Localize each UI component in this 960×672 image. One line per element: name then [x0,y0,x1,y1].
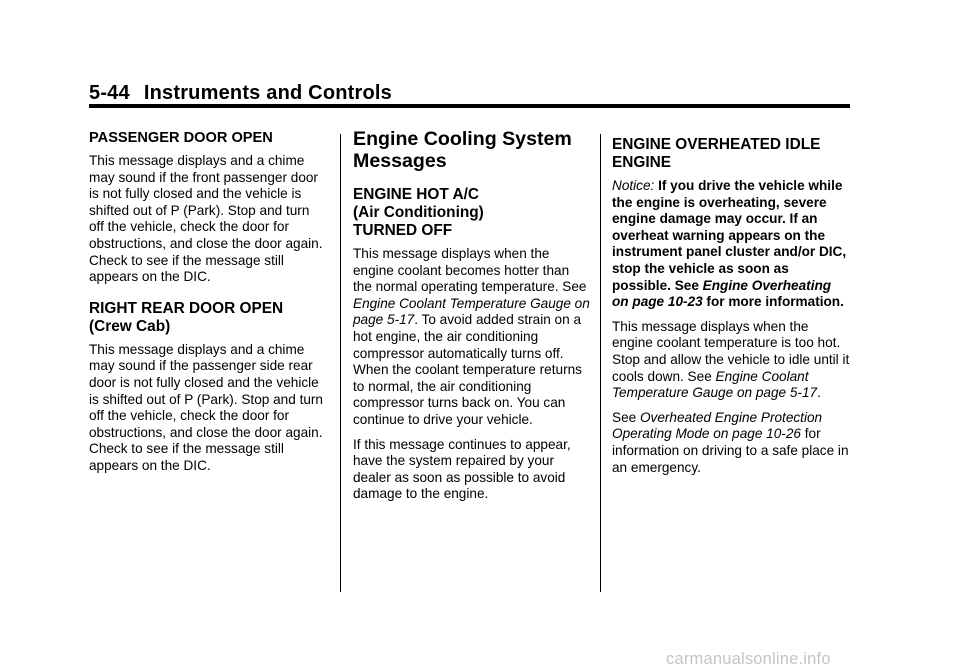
cross-reference-link[interactable]: Engine Coolant Temperature Gauge on page 5-17 [612,368,818,401]
heading-right-rear-door-line1: RIGHT REAR DOOR OPEN [89,299,284,317]
text-run: This message displays when the engine coolant temperature is too hot. Stop and allow the vehicle to idle until it cools down. See [612,318,850,384]
section-heading-line1: Engine Cooling System [353,128,572,150]
page-header [89,82,392,105]
text-run: for more information. [702,294,844,310]
watermark: carmanualsonline.info [666,650,831,668]
heading-right-rear-door-line2: (Crew Cab) [89,317,171,335]
heading-engine-overheated-line2: ENGINE [612,154,672,171]
notice-label: Notice: [612,178,655,193]
paragraph-protection-mode [612,410,850,476]
column-left [89,122,327,483]
text-run: . To avoid added strain on a hot engine, the air conditioning compressor automatically turns off. When the coolant temperature returns to normal, the air conditioning compressor turns back on. You can continue to drive your vehicle. [353,312,582,427]
heading-engine-hot-ac [353,186,591,240]
column-divider-left [340,134,341,592]
text-run: This message displays when the engine coolant becomes hotter than the normal operating temperature. See [353,246,587,295]
cross-reference-link[interactable]: Overheated Engine Protection Operating Mode on page 10-26 [612,409,823,442]
section-title: Instruments and Controls [143,82,392,104]
heading-engine-hot-line3: TURNED OFF [353,222,453,239]
notice-block [612,178,850,311]
text-run: for information on driving to a safe place in an emergency. [612,426,849,475]
page-number: 5-44 [89,82,130,104]
paragraph-engine-hot [353,246,591,429]
column-right [612,122,850,484]
paragraph-right-rear-door: This message displays and a chime may sound if the passenger side rear door is not fully closed and the vehicle is shifted out of P (Park). Stop and turn off the vehicle, check the door for obstructions, and close the door again. Check to see if the message still appears on the DIC. [89,341,323,473]
header-rule [89,104,850,108]
section-heading-line2: Messages [353,150,447,172]
text-run: . [817,385,821,401]
heading-engine-overheated [612,136,850,172]
text-run: See [612,409,640,425]
heading-engine-overheated-line1: ENGINE OVERHEATED IDLE [612,136,821,153]
heading-engine-hot-line2: (Air Conditioning) [353,204,484,221]
paragraph-overheated [612,319,850,402]
cross-reference-link[interactable]: Engine Coolant Temperature Gauge on page 5-17 [353,295,590,328]
heading-passenger-door-open: PASSENGER DOOR OPEN [89,130,273,146]
paragraph-engine-hot-repair: If this message continues to appear, have the system repaired by your dealer as soon as possible to avoid damage to the engine. [353,436,571,502]
column-middle [353,122,591,511]
paragraph-passenger-door: This message displays and a chime may sound if the front passenger door is not fully closed and the vehicle is shifted out of P (Park). Stop and turn off the vehicle, check the door for obstructions, and close the door again. Check to see if the message still appears on the DIC. [89,153,323,285]
cross-reference-link[interactable]: Engine Overheating on page 10-23 [612,277,832,310]
text-run: If you drive the vehicle while the engine is overheating, severe engine damage may occur. If an overheat warning appears on the instrument panel cluster and/or DIC, stop the vehicle as soon as possible. See [612,178,847,293]
heading-engine-hot-line1: ENGINE HOT A/C [353,186,479,203]
column-divider-right [600,134,601,592]
section-heading-engine-cooling [353,128,591,172]
heading-right-rear-door-open [89,300,327,336]
